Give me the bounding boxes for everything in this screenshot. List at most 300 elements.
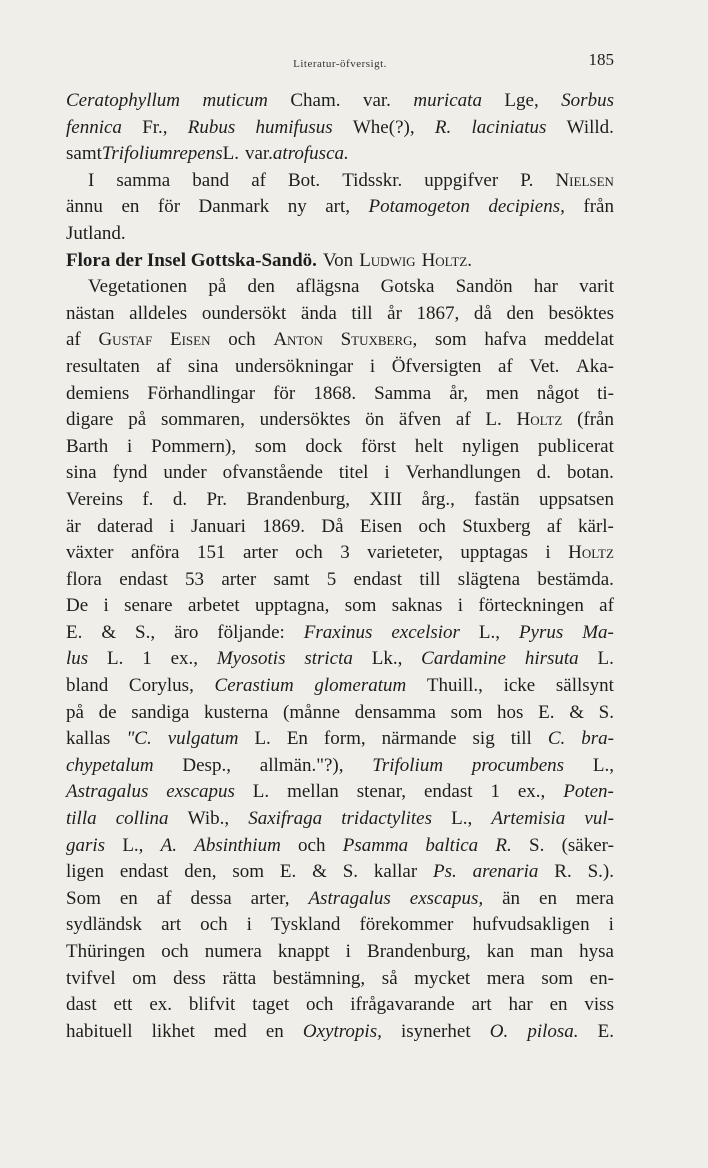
word: arter: [221, 568, 257, 590]
word: sydländsk: [66, 914, 142, 936]
word: vulgatum: [167, 728, 239, 750]
word: af: [156, 887, 172, 909]
word: viss: [584, 994, 614, 1016]
word: &: [569, 701, 584, 723]
word: hos: [497, 701, 524, 723]
text-line: [66, 833, 614, 860]
text-line: [66, 88, 614, 115]
word: af: [599, 595, 614, 617]
word: undersöktes: [259, 409, 351, 431]
word: Fr.,: [142, 116, 168, 138]
text-line: [66, 886, 614, 913]
word: den,: [184, 861, 217, 883]
word: mera: [575, 887, 614, 909]
word: ända: [300, 302, 337, 324]
word: senare: [124, 595, 173, 617]
word: S.,: [135, 621, 156, 643]
word: nästan: [66, 302, 115, 324]
word: stricta: [304, 648, 353, 670]
word: kallas: [66, 728, 111, 750]
word: Astragalus: [66, 781, 149, 803]
text-line: [66, 141, 614, 168]
word: i: [384, 462, 390, 484]
word: och: [298, 834, 326, 856]
word: varieteter,: [367, 542, 443, 564]
word: kallar: [373, 861, 418, 883]
word: Thüringen: [66, 941, 146, 962]
word: nyligen: [462, 435, 520, 457]
word: knappt: [277, 941, 330, 962]
word: lus: [66, 648, 89, 670]
word: till: [510, 728, 532, 750]
text-line: [66, 726, 614, 753]
word: anföra: [130, 542, 180, 564]
word: af: [546, 515, 562, 537]
word: Ludwig: [359, 249, 416, 271]
word: först: [361, 435, 396, 457]
word: tvifvel: [66, 967, 116, 989]
word: Wib.,: [187, 808, 230, 830]
word: muticum: [202, 90, 268, 111]
word: under: [163, 462, 207, 484]
word: Desp.,: [182, 754, 231, 776]
word: art: [161, 914, 182, 936]
word: L.: [597, 648, 614, 670]
word: botan.: [566, 462, 614, 484]
word: dast: [66, 994, 97, 1016]
word: en: [121, 196, 140, 218]
word: af: [156, 355, 172, 377]
word: var.: [244, 143, 273, 165]
word: fennica: [66, 116, 122, 138]
word: oundersökt: [201, 302, 287, 324]
word: då: [473, 302, 492, 324]
text-line: [66, 859, 614, 886]
word: Jutland.: [66, 222, 126, 244]
text-line: [66, 593, 614, 620]
word: E.: [66, 621, 83, 643]
word: på: [128, 409, 147, 431]
word: taget: [252, 994, 290, 1016]
word: band: [192, 169, 230, 191]
word: ex.,: [517, 781, 546, 803]
text-line: [66, 194, 614, 221]
word: den: [506, 302, 534, 324]
word: Stuxberg,: [340, 329, 418, 351]
word: glomeratum: [314, 675, 407, 697]
word: Saxifraga: [248, 808, 323, 830]
word: närmande: [381, 728, 457, 750]
page-header: [66, 50, 614, 74]
word: bland: [66, 675, 109, 697]
word: i: [246, 914, 252, 936]
text-line: [66, 700, 614, 727]
word: (säker-: [561, 834, 614, 856]
word: hafva: [484, 329, 527, 351]
word: daterad: [97, 515, 154, 537]
word: endast: [353, 568, 403, 590]
word: ännu: [66, 196, 103, 218]
word: allmän."?),: [259, 754, 344, 776]
word: som: [254, 435, 287, 457]
text-line: [66, 1019, 614, 1046]
word: L.,: [451, 808, 473, 830]
word: S.: [598, 701, 614, 723]
word: isynerhet: [400, 1020, 471, 1042]
word: med: [213, 1020, 247, 1042]
word: A.: [160, 834, 178, 856]
text-line: [66, 646, 614, 673]
word: ny: [287, 196, 307, 218]
word: ligen: [66, 861, 104, 883]
word: Öfversigten: [391, 355, 482, 377]
text-line: [66, 168, 614, 195]
word: Fraxinus: [303, 621, 373, 643]
text-line: [66, 221, 614, 248]
word: på: [66, 701, 84, 723]
word: Sorbus: [561, 90, 614, 111]
word: art,: [325, 196, 351, 218]
word: sällsynt: [555, 675, 614, 697]
text-line: [66, 381, 614, 408]
word: så: [381, 967, 398, 989]
word: undersökningar: [235, 355, 354, 377]
word: publicerat: [537, 435, 614, 457]
word: har: [533, 276, 558, 298]
word: arter: [242, 542, 278, 564]
page-number: 185: [588, 50, 614, 69]
word: Trifolium: [101, 143, 173, 165]
word: E.: [597, 1020, 614, 1042]
word: rätta: [222, 967, 257, 989]
word: sina: [187, 355, 219, 377]
word: bestämning,: [272, 967, 366, 989]
word: &: [101, 621, 117, 643]
word: ifrågavarande: [350, 994, 455, 1016]
word: af: [66, 329, 81, 351]
word: besöktes: [548, 302, 614, 324]
word: garis: [66, 834, 106, 856]
word: kärl-: [578, 515, 614, 537]
word: varit: [579, 276, 614, 298]
word: slägtena: [457, 568, 521, 590]
word: L.: [252, 781, 270, 803]
word: Vegetationen: [88, 276, 188, 298]
word: samt: [66, 143, 102, 165]
word: kusterna: [203, 701, 269, 723]
word: Förhandlingar: [147, 382, 256, 404]
word: Tidsskr.: [342, 169, 403, 191]
word: en: [119, 887, 138, 909]
word: aflägsna: [296, 276, 360, 298]
word: ön: [365, 409, 385, 431]
text-line: [66, 540, 614, 567]
word: år,: [449, 382, 468, 404]
text-line: [66, 673, 614, 700]
word: den: [247, 276, 275, 298]
word: 1867,: [416, 302, 460, 324]
word: helt: [414, 435, 444, 457]
text-line: [66, 460, 614, 487]
word: Brandenburg,: [246, 488, 351, 510]
text-line: [66, 434, 614, 461]
word: 151: [196, 542, 226, 564]
word: om: [132, 967, 157, 989]
word: arbetet: [187, 595, 240, 617]
word: Sandön: [455, 276, 513, 298]
word: tilla: [66, 808, 97, 830]
word: Poten-: [563, 781, 614, 803]
word: humifusus: [255, 116, 333, 138]
word: E.: [279, 861, 297, 883]
word: endast: [119, 861, 169, 883]
word: mera: [486, 967, 525, 989]
word: O.: [489, 1020, 509, 1042]
word: Brandenburg,: [367, 941, 471, 962]
word: 53: [185, 568, 205, 590]
word: Som: [66, 887, 101, 909]
word: Rubus: [187, 116, 236, 138]
word: procumbens: [471, 754, 565, 776]
word: arenaria: [472, 861, 539, 883]
word: 1: [490, 781, 500, 803]
word: Psamma: [342, 834, 409, 856]
word: som: [450, 701, 483, 723]
word: likhet: [151, 1020, 195, 1042]
word: årg.,: [421, 488, 455, 510]
word: var.: [362, 90, 391, 111]
word: ex.,: [170, 648, 199, 670]
word: af: [455, 409, 471, 431]
word: bra-: [581, 728, 614, 750]
word: 1868.: [313, 382, 357, 404]
word: Vereins: [66, 488, 123, 510]
word: L.,: [478, 621, 500, 643]
word: sandiga: [131, 701, 190, 723]
word: arter,: [250, 887, 290, 909]
word: Artemisia: [491, 808, 566, 830]
word: Lk.,: [371, 648, 403, 670]
word: äfven: [398, 409, 442, 431]
word: och: [418, 515, 446, 537]
word: Danmark: [198, 196, 270, 218]
word: Pr.: [206, 488, 228, 510]
word: saknas: [391, 595, 443, 617]
text-line: [66, 992, 614, 1019]
word: L.: [222, 143, 239, 165]
word: en: [539, 887, 557, 909]
word: Whe(?),: [352, 116, 415, 138]
word: Ceratophyllum: [66, 90, 180, 111]
word: stenar,: [356, 781, 407, 803]
word: Lge,: [504, 90, 539, 111]
word: sommaren,: [160, 409, 245, 431]
word: repens: [172, 143, 223, 165]
word: exscapus,: [409, 887, 484, 909]
word: habituell: [66, 1020, 133, 1042]
word: upptagna,: [254, 595, 330, 617]
word: f.: [142, 488, 154, 510]
word: demiens: [66, 382, 130, 404]
word: Ma-: [582, 621, 614, 643]
word: L.: [485, 409, 502, 431]
word: uppgifver: [424, 169, 499, 191]
word: sig: [472, 728, 495, 750]
word: till: [351, 302, 373, 324]
word: densamma: [354, 701, 436, 723]
word: i: [457, 595, 463, 617]
word: resultaten: [66, 355, 140, 377]
word: S.: [529, 834, 545, 856]
text-line: [66, 966, 614, 993]
word: samma: [116, 169, 171, 191]
word: ett: [113, 994, 133, 1016]
word: dessa: [190, 887, 232, 909]
word: mellan: [287, 781, 339, 803]
running-head: Literatur-öfversigt.: [293, 58, 387, 70]
word: Gustaf: [98, 329, 153, 351]
text-line: [66, 806, 614, 833]
word: följande:: [217, 621, 285, 643]
word: Verhandlungen: [405, 462, 521, 484]
word: men: [486, 382, 519, 404]
word: ti-: [597, 382, 614, 404]
word: &: [312, 861, 327, 883]
word: växter: [66, 542, 114, 564]
word: Stuxberg: [462, 515, 531, 537]
word: collina: [115, 808, 169, 830]
word: förteckningen: [478, 595, 584, 617]
section-title: Flora der Insel Gottska-Sandö.: [66, 249, 317, 271]
word: alldeles: [129, 302, 188, 324]
text-line: [66, 939, 614, 966]
word: I: [88, 169, 95, 191]
word: upptagas: [460, 542, 528, 564]
word: och: [161, 941, 189, 962]
word: en-: [589, 967, 614, 989]
word: Holtz: [516, 409, 563, 431]
text-line: [66, 248, 614, 275]
word: C.: [547, 728, 566, 750]
word: d.: [172, 488, 188, 510]
word: de: [98, 701, 117, 723]
word: numera: [204, 941, 262, 962]
word: i: [103, 595, 109, 617]
word: en: [549, 994, 568, 1016]
word: exscapus: [166, 781, 235, 803]
word: något: [536, 382, 580, 404]
word: Gotska: [380, 276, 435, 298]
word: R.: [434, 116, 452, 138]
word: excelsior: [391, 621, 460, 643]
word: af: [497, 355, 513, 377]
word: fastän: [474, 488, 520, 510]
word: chypetalum: [66, 754, 154, 776]
word: De: [66, 595, 89, 617]
word: flora: [66, 568, 102, 590]
word: En: [286, 728, 308, 750]
text-line: [66, 753, 614, 780]
word: af: [251, 169, 266, 191]
word: i: [345, 941, 351, 962]
word: XIII: [369, 488, 403, 510]
word: pilosa.: [527, 1020, 579, 1042]
body-text: [66, 88, 614, 1045]
word: endast: [119, 568, 168, 590]
word: Nielsen: [555, 169, 614, 191]
word: Corylus,: [128, 675, 194, 697]
word: i: [169, 515, 175, 537]
word: kan: [486, 941, 515, 962]
word: Cardamine: [421, 648, 506, 670]
word: L.: [107, 648, 124, 670]
word: som: [232, 861, 264, 883]
word: dess: [173, 967, 206, 989]
word: som: [435, 329, 467, 351]
word: tridactylites: [341, 808, 433, 830]
word: bestämda.: [537, 568, 614, 590]
word: samt: [273, 568, 310, 590]
word: L.,: [122, 834, 144, 856]
word: P.: [520, 169, 534, 191]
word: mycket: [414, 967, 471, 989]
word: på: [208, 276, 227, 298]
word: 5: [326, 568, 337, 590]
word: E.: [538, 701, 555, 723]
word: Vet.: [529, 355, 560, 377]
word: d.: [536, 462, 551, 484]
word: man: [530, 941, 563, 962]
word: Ps.: [433, 861, 457, 883]
word: än: [502, 887, 521, 909]
word: Cham.: [290, 90, 341, 111]
text-line: [66, 115, 614, 142]
word: är: [66, 515, 81, 537]
word: i: [127, 435, 133, 457]
word: Holtz.: [421, 249, 473, 271]
word: Holtz: [568, 542, 614, 564]
word: i: [545, 542, 551, 564]
word: R.: [495, 834, 512, 856]
word: från: [583, 196, 614, 218]
word: 1: [142, 648, 152, 670]
text-line: [66, 327, 614, 354]
word: Barth: [66, 435, 109, 457]
word: S.: [342, 861, 359, 883]
word: ofvanstående: [222, 462, 323, 484]
word: R.: [554, 861, 572, 883]
text-line: [66, 620, 614, 647]
word: digare: [66, 409, 114, 431]
word: som: [344, 595, 377, 617]
word: Trifolium: [372, 754, 444, 776]
text-line: [66, 274, 614, 301]
word: L.,: [592, 754, 614, 776]
word: och: [228, 329, 256, 351]
word: endast: [423, 781, 473, 803]
word: Willd.: [566, 116, 614, 138]
word: Potamogeton: [368, 196, 470, 218]
text-line: [66, 912, 614, 939]
word: för: [157, 196, 181, 218]
word: (från: [577, 409, 614, 431]
word: fynd: [112, 462, 148, 484]
word: och: [295, 542, 323, 564]
word: decipiens,: [488, 196, 565, 218]
text-line: [66, 301, 614, 328]
text-line: [66, 407, 614, 434]
text-line: [66, 487, 614, 514]
